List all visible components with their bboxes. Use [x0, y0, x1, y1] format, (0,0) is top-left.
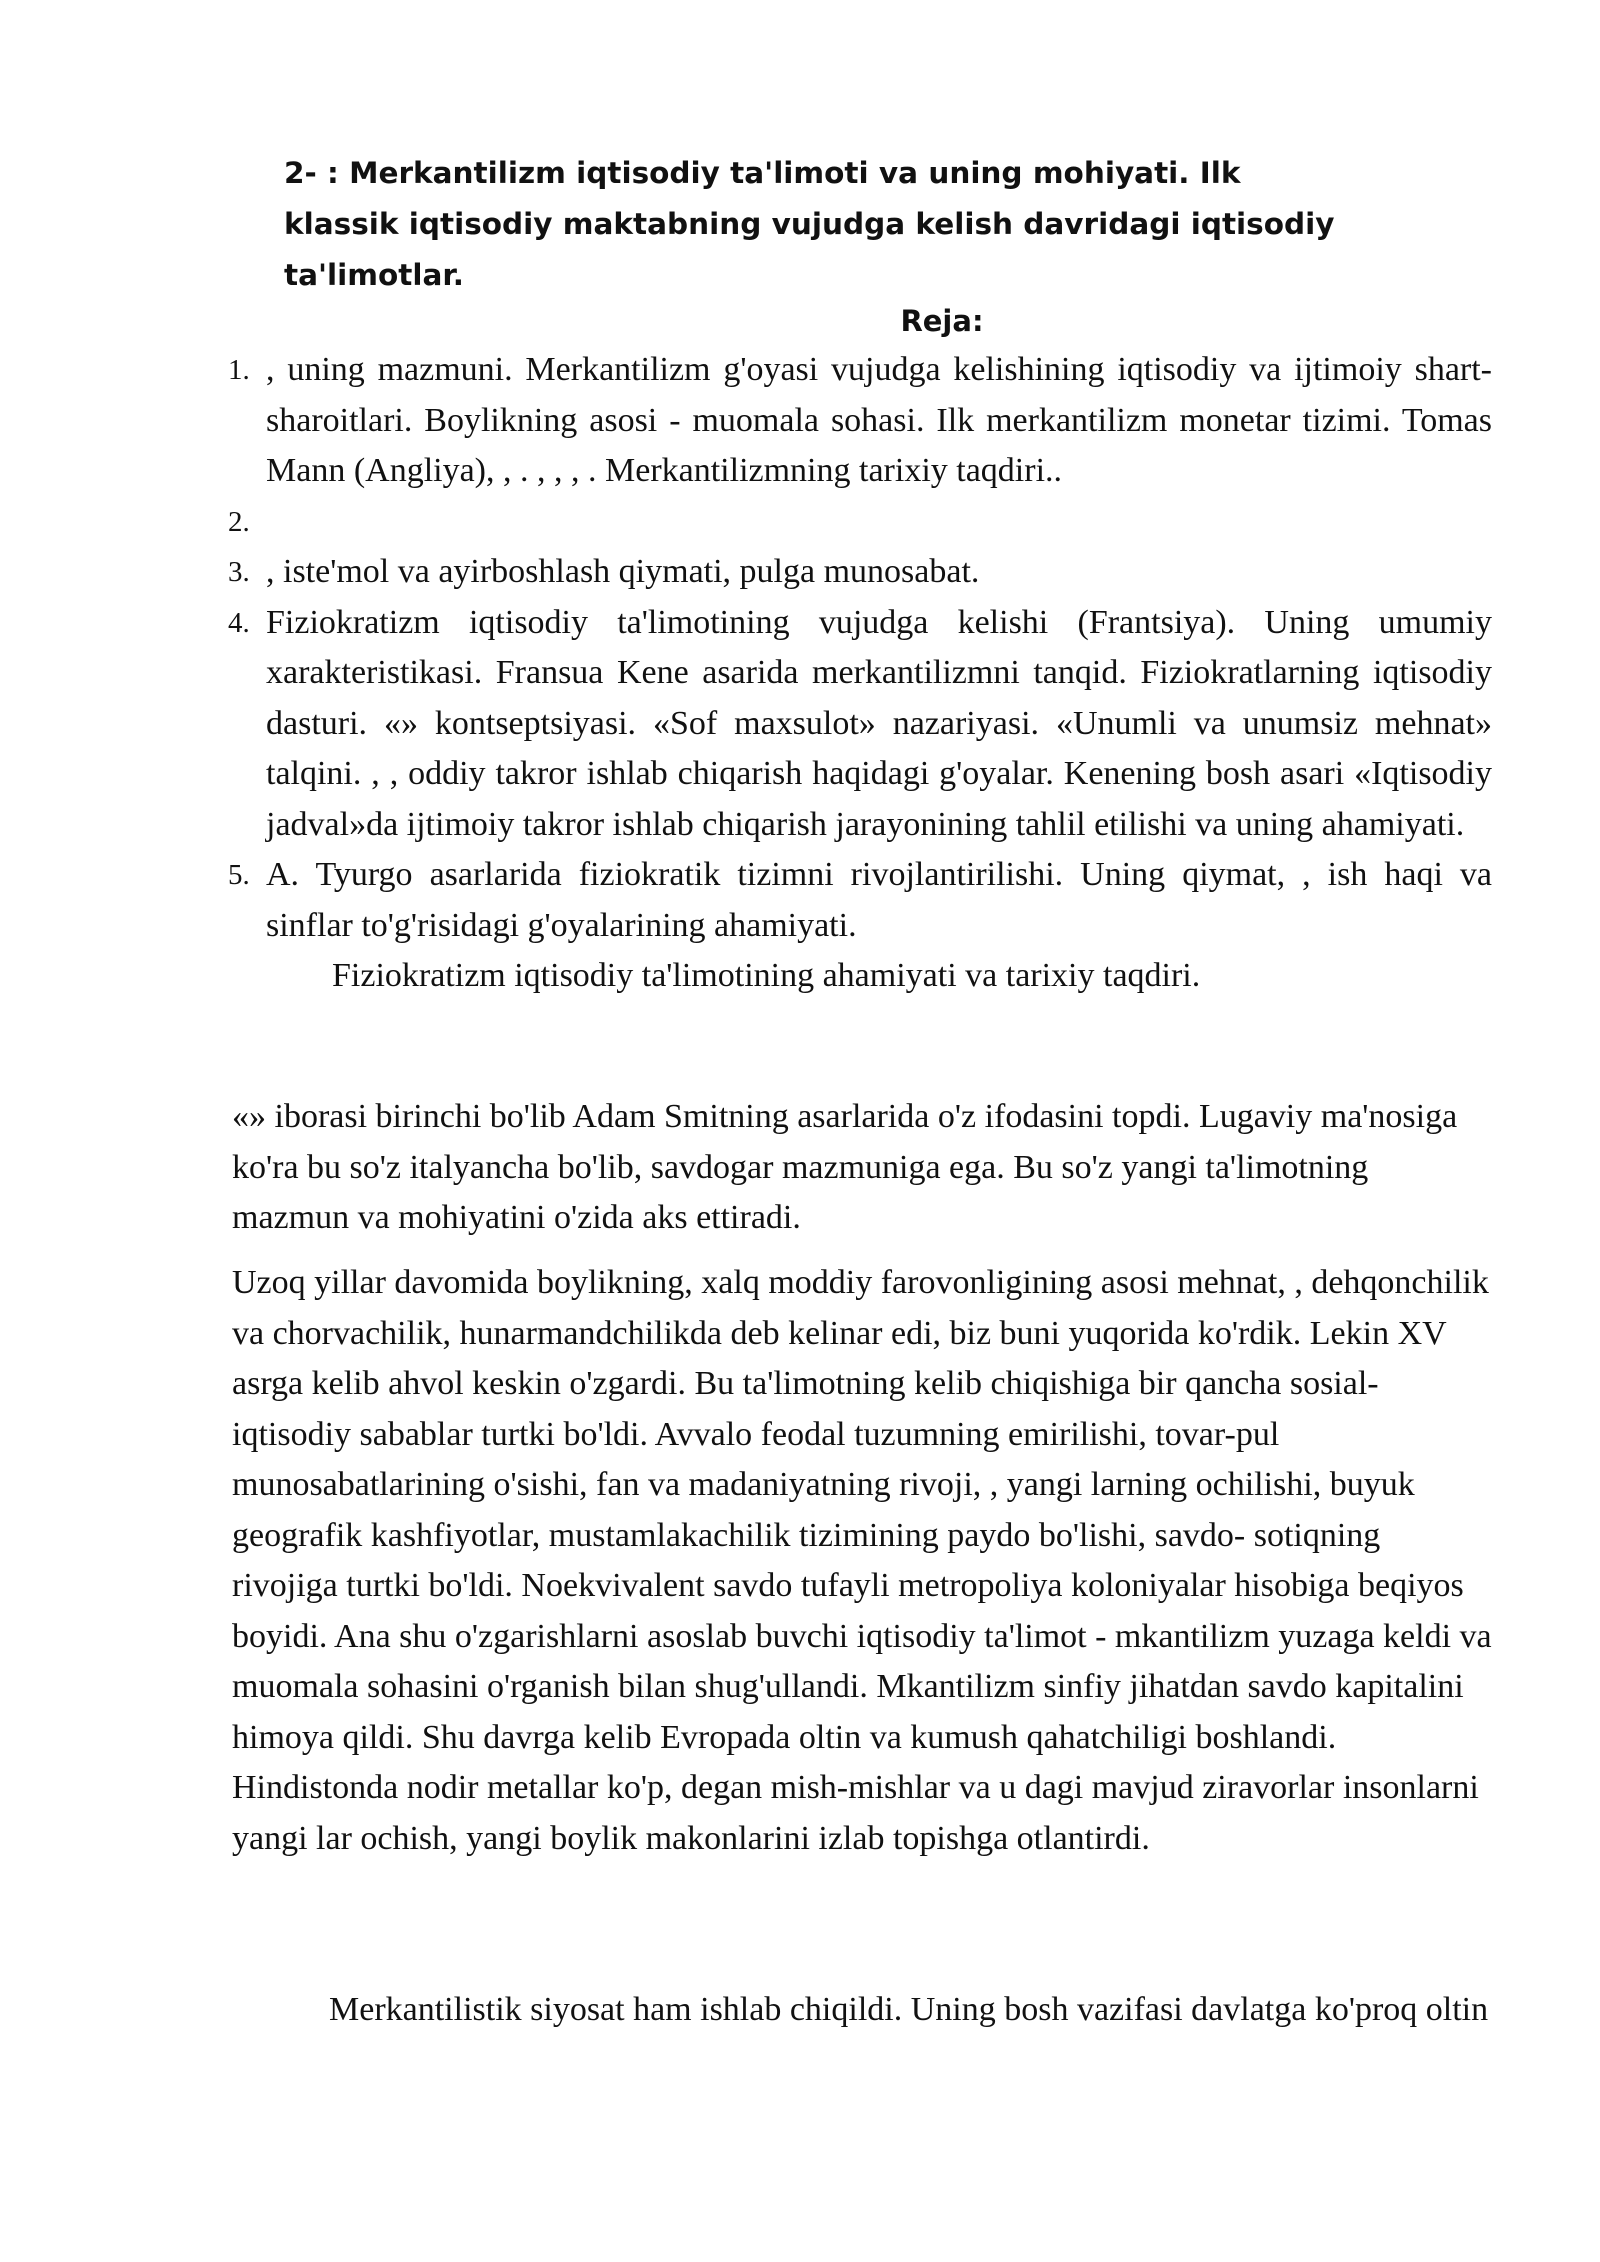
paragraph-text: Uzoq yillar davomida boylikning, xalq moddiy farovonligining asosi mehnat, , dehqonchilik va chorvachilik, hunarmandchilikda deb kelinar edi, biz buni yuqorida ko'rdik. Lekin XV asrga kelib ahvol keskin o'zgardi. Bu ta'limotning kelib chiqishiga bir qancha sosial-iqtisodiy sabablar turtki bo'ldi. Avvalo feodal tuzumning emirilishi, tovar-pul munosabatlarining o'sishi, fan va madaniyatning rivoji, , yangi larning ochilishi, buyuk geografik kashfiyotlar, mustamlakachilik tizimining paydo bo'lishi, savdo- sotiqning rivojiga turtki bo'ldi. Noekvivalent savdo tufayli metropoliya koloniyalar hisobiga beqiyos boyidi. Ana shu o'zgarishlarni asoslab buvchi iqtisodiy ta'limot - mkantilizm yuzaga keldi va muomala sohasini o'rganish bilan shug'ullandi. Mkantilizm sinfiy jihatdan savdo kapitalini himoya qildi. Shu davrga kelib Evropada oltin va kumush qahatchiligi boshlandi. Hindistonda nodir metallar ko'p, degan mish-mishlar va u dagi mavjud ziravorlar insonlarni yangi lar ochish, yangi boylik makonlarini izlab topishga otlantirdi.	[232, 1264, 1492, 1857]
plan-item-text: , uning mazmuni. Merkantilizm g'oyasi vujudga kelishining iqtisodiy va ijtimoiy shart-sharoitlari. Boylikning asosi - muomala sohasi. Ilk merkantilizm monetar tizimi. Tomas Mann (Angliya), , . , , , . Merkantilizmning tarixiy taqdiri..	[266, 351, 1492, 489]
plan-extra-line: Fiziokratizm iqtisodiy ta'limotining ahamiyati va tarixiy taqdiri.	[332, 957, 1201, 994]
plan-item-number: 5.	[228, 859, 250, 891]
plan-item-number: 4.	[228, 606, 250, 639]
body-paragraph	[232, 1258, 1492, 1864]
paragraph-text: Merkantilistik siyosat ham ishlab chiqildi. Uning bosh vazifasi davlatga ko'proq oltin	[329, 1991, 1489, 2028]
plan-item-text	[266, 497, 1492, 548]
plan-item	[228, 345, 1492, 497]
body-paragraph	[232, 1092, 1492, 1244]
plan-item-number: 1.	[228, 354, 250, 386]
plan-item-text: A. Tyurgo asarlarida fiziokratik tizimni rivojlantirilishi. Uning qiymat, , ish haqi va sinflar to'g'risidagi g'oyalarining ahamiyati.	[266, 856, 1492, 944]
body-paragraph	[232, 1985, 1492, 2036]
plan-item	[228, 598, 1492, 851]
plan-list	[228, 345, 1492, 1002]
plan-item-number: 3.	[228, 556, 250, 588]
document-title: 2- : Merkantilizm iqtisodiy ta'limoti va uning mohiyati. Ilk klassik iqtisodiy maktabning vujudga kelish davridagi iqtisodiy ta'limotlar.	[284, 156, 1335, 292]
paragraph-text: «» iborasi birinchi bo'lib Adam Smitning asarlarida o'z ifodasini topdi. Lugaviy ma'nosiga ko'ra bu so'z italyancha bo'lib, savdogar mazmuniga ega. Bu so'z yangi ta'limotning mazmun va mohiyatini o'zida aks ettiradi.	[232, 1098, 1458, 1236]
plan-item	[228, 547, 1492, 598]
plan-item	[228, 497, 1492, 548]
plan-item-text: , iste'mol va ayirboshlash qiymati, pulga munosabat.	[266, 553, 980, 590]
plan-item-number: 2.	[228, 505, 250, 538]
plan-item-text: Fiziokratizm iqtisodiy ta'limotining vujudga kelishi (Frantsiya). Uning umumiy xarakteristikasi. Fransua Kene asarida merkantilizmni tanqid. Fiziokratlarning iqtisodiy dasturi. «» kontseptsiyasi. «Sof maxsulot» nazariyasi. «Unumli va unumsiz mehnat» talqini. , , oddiy takror ishlab chiqarish haqidagi g'oyalar. Kenening bosh asari «Iqtisodiy jadval»da ijtimoiy takror ishlab chiqarish jarayonining tahlil etilishi va uning ahamiyati.	[266, 603, 1492, 843]
plan-heading: Reja:	[900, 304, 984, 338]
plan-item	[228, 850, 1492, 951]
